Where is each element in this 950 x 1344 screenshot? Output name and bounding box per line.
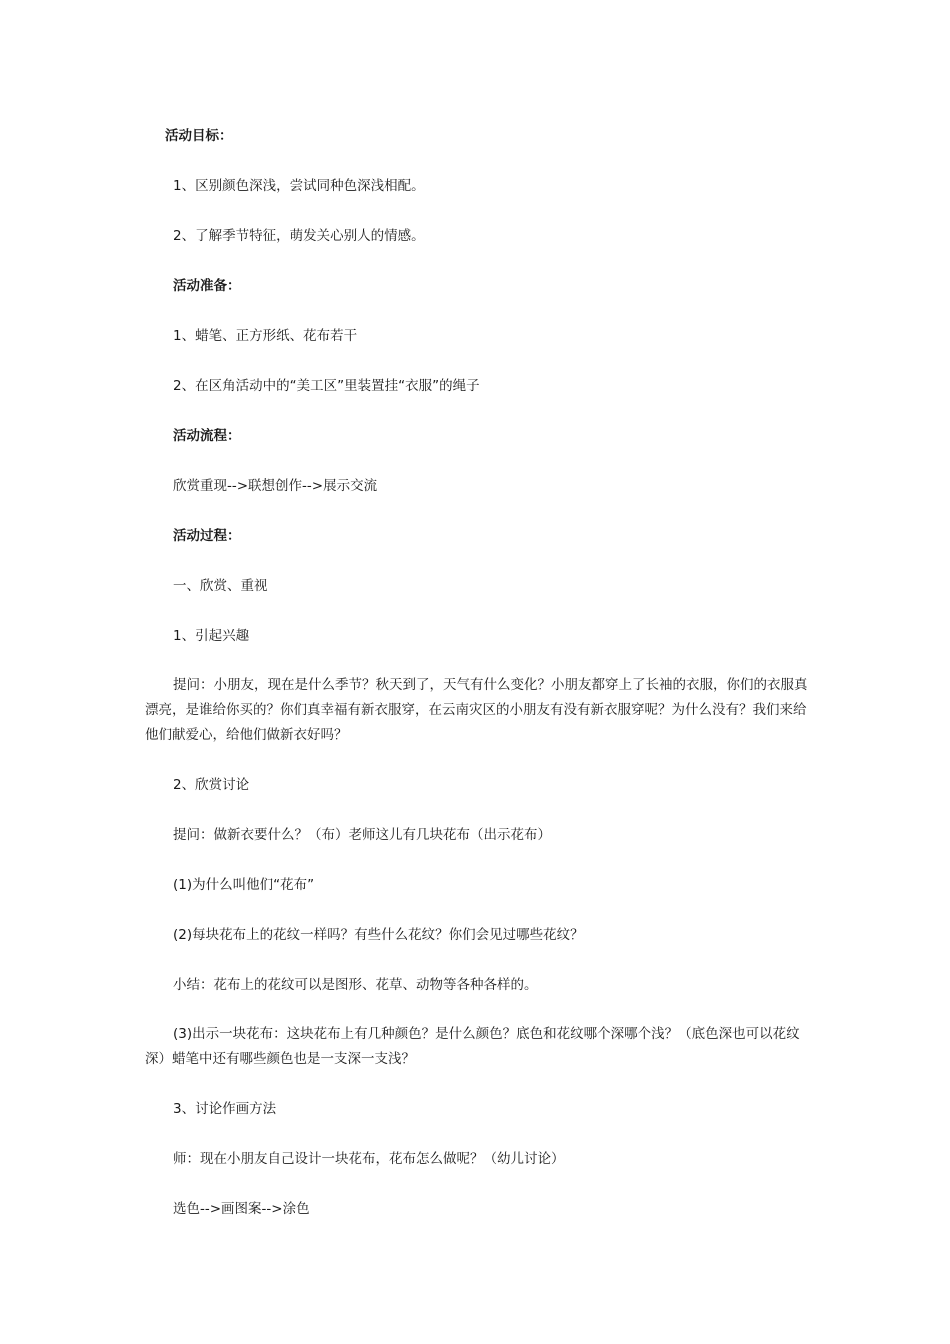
sub-question-2: (2)每块花布上的花纹一样吗？有些什么花纹？你们会见过哪些花纹？ (173, 927, 584, 943)
goal-item-2: 2、了解季节特征，萌发关心别人的情感。 (173, 228, 425, 244)
step-2-title: 2、欣赏讨论 (173, 777, 250, 793)
heading-process: 活动过程： (173, 528, 241, 544)
summary-text: 小结：花布上的花纹可以是图形、花草、动物等各种各样的。 (173, 977, 538, 993)
step-3-title: 3、讨论作画方法 (173, 1101, 277, 1117)
sub-question-1: (1)为什么叫他们“花布” (173, 877, 315, 893)
section-1-title: 一、欣赏、重视 (173, 578, 268, 594)
prep-item-1: 1、蜡笔、正方形纸、花布若干 (173, 328, 358, 344)
teacher-text: 师：现在小朋友自己设计一块花布，花布怎么做呢？（幼儿讨论） (173, 1151, 565, 1167)
step-1-title: 1、引起兴趣 (173, 628, 250, 644)
question-paragraph-1: 提问：小朋友，现在是什么季节？秋天到了，天气有什么变化？小朋友都穿上了长袖的衣服，你们的衣服真漂亮，是谁给你买的？你们真幸福有新衣服穿，在云南灾区的小朋友有没有新衣服穿呢？为什么没有？我们来给他们献爱心，给他们做新衣好吗？ (145, 677, 808, 743)
flow-text: 欣赏重现-->联想创作-->展示交流 (173, 478, 378, 494)
heading-goals: 活动目标： (165, 128, 233, 144)
question-paragraph-2: 提问：做新衣要什么？（布）老师这儿有几块花布（出示花布） (173, 827, 551, 843)
method-text: 选色-->画图案-->涂色 (173, 1201, 310, 1217)
goal-item-1: 1、区别颜色深浅，尝试同种色深浅相配。 (173, 178, 425, 194)
heading-preparation: 活动准备： (173, 278, 241, 294)
sub-question-3: (3)出示一块花布：这块花布上有几种颜色？是什么颜色？底色和花纹哪个深哪个浅？（底色深也可以花纹深）蜡笔中还有哪些颜色也是一支深一支浅？ (145, 1026, 800, 1067)
prep-item-2: 2、在区角活动中的“美工区”里装置挂“衣服”的绳子 (173, 378, 480, 394)
heading-flow: 活动流程： (173, 428, 241, 444)
